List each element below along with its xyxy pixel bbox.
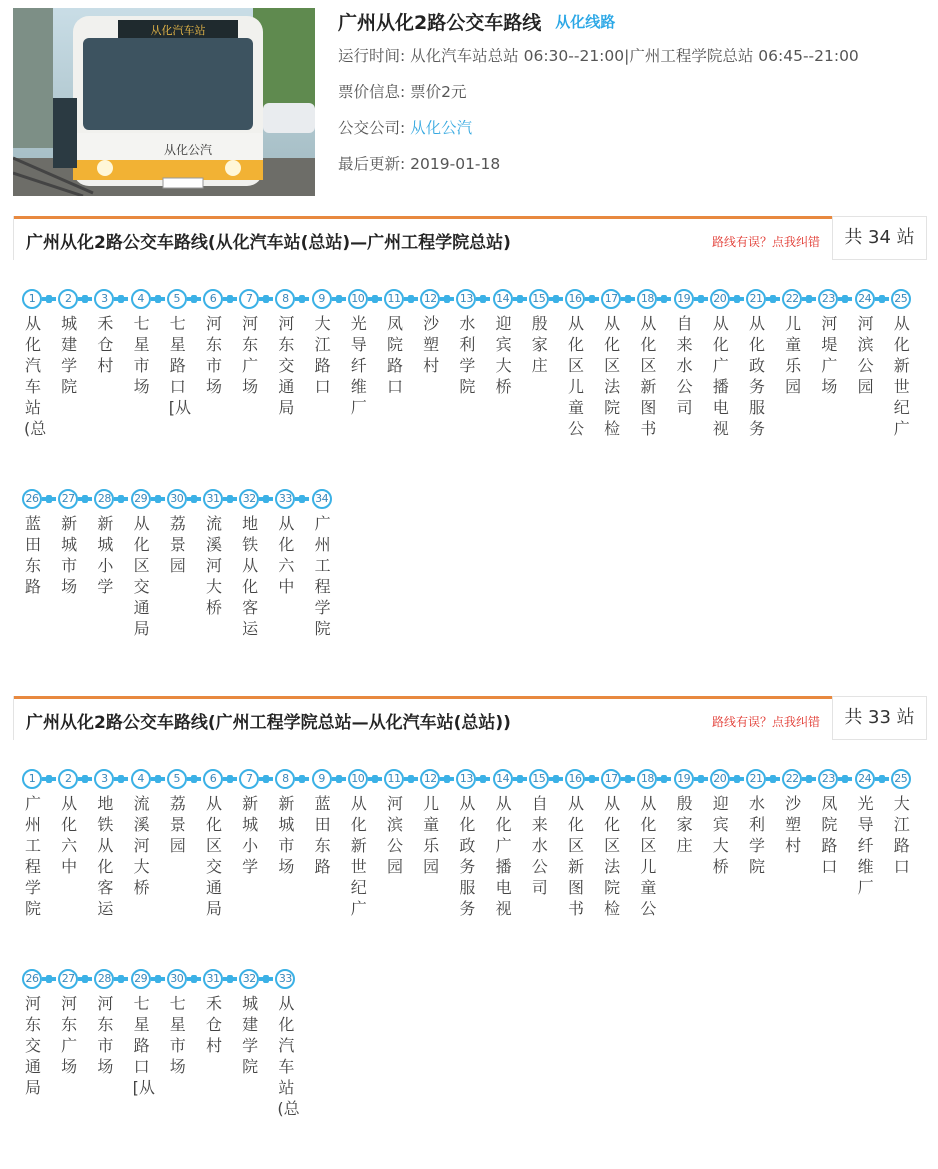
- stop-name-link[interactable]: 七星市场: [169, 994, 186, 1076]
- stop-number-badge: 32: [239, 489, 259, 509]
- route-connector: [838, 777, 852, 781]
- route-connector: [513, 777, 527, 781]
- stop-name-link[interactable]: 从化新世纪广: [893, 314, 910, 438]
- stop-number-badge: 24: [855, 289, 875, 309]
- stop-name-link[interactable]: 新城小学: [242, 794, 259, 876]
- stop-number-badge: 4: [131, 289, 151, 309]
- stop-number-badge: 12: [420, 289, 440, 309]
- route-connector: [332, 777, 346, 781]
- stop-number-badge: 34: [312, 489, 332, 509]
- route-connector: [151, 977, 165, 981]
- stop-name-link[interactable]: 从化广播电视: [712, 314, 729, 438]
- route-connector: [42, 497, 56, 501]
- route-connector: [657, 297, 671, 301]
- stop-name-link[interactable]: 河东广场: [61, 994, 78, 1076]
- route-connector: [42, 777, 56, 781]
- route-connector: [151, 497, 165, 501]
- stop-name-link[interactable]: 从化区儿童公: [640, 794, 657, 918]
- stop-number-badge: 31: [203, 969, 223, 989]
- stop-number-badge: 10: [348, 289, 368, 309]
- stop-name-link[interactable]: 殷家庄: [531, 314, 548, 375]
- route-connector: [621, 777, 635, 781]
- stop-count: 共 34 站: [832, 217, 926, 259]
- route-connector: [730, 297, 744, 301]
- report-error-link[interactable]: 路线有误？点我纠错: [711, 715, 820, 729]
- route-connector: [151, 297, 165, 301]
- route-connector: [259, 777, 273, 781]
- stop-list-2: [20, 769, 930, 1169]
- route-connector: [114, 977, 128, 981]
- stop-number-badge: 25: [891, 289, 911, 309]
- route-connector: [223, 777, 237, 781]
- stop-name-link[interactable]: 河滨公园: [386, 794, 403, 876]
- stop-name-link[interactable]: 禾仓村: [205, 994, 222, 1055]
- route-connector: [585, 297, 599, 301]
- stop-row: [20, 489, 930, 689]
- stop-name-link[interactable]: 从化汽车站(总: [277, 994, 300, 1118]
- stop-name-link[interactable]: 光导纤维厂: [857, 794, 874, 897]
- stop-name-link[interactable]: 从化广播电视: [495, 794, 512, 918]
- stop-row: [20, 769, 930, 969]
- stop-name-link[interactable]: 迎宾大桥: [712, 794, 729, 876]
- stop-number-badge: 23: [818, 769, 838, 789]
- stop-number-badge: 13: [456, 769, 476, 789]
- direction-title: 广州从化2路公交车路线(广州工程学院总站—从化汽车站(总站)): [26, 713, 511, 733]
- route-connector: [875, 777, 889, 781]
- stop-number-badge: 19: [674, 769, 694, 789]
- route-connector: [802, 777, 816, 781]
- stop-number-badge: 8: [275, 289, 295, 309]
- route-connector: [440, 777, 454, 781]
- company-link[interactable]: 从化公汽: [410, 119, 473, 137]
- stop-row: [20, 969, 930, 1169]
- stop-name-link[interactable]: 从化政务服务: [748, 314, 765, 438]
- stop-number-badge: 27: [58, 969, 78, 989]
- stop-name-link[interactable]: 从化新世纪广: [350, 794, 367, 918]
- route-connector: [42, 977, 56, 981]
- stop-name-link[interactable]: 从化区法院检: [604, 314, 621, 438]
- stop-name-link[interactable]: 河滨公园: [857, 314, 874, 396]
- stop-name-link[interactable]: 河东市场: [97, 994, 114, 1076]
- route-connector: [78, 497, 92, 501]
- stop-number-badge: 22: [782, 769, 802, 789]
- stop-number-badge: 28: [94, 969, 114, 989]
- route-connector: [295, 297, 309, 301]
- stop-number-badge: 7: [239, 289, 259, 309]
- stop-name-link[interactable]: 光导纤维厂: [350, 314, 367, 417]
- stop-number-badge: 2: [58, 769, 78, 789]
- stop-name-link[interactable]: 从化区交通局: [205, 794, 222, 918]
- route-connector: [875, 297, 889, 301]
- route-connector: [549, 777, 563, 781]
- stop-name-link[interactable]: 河东交通局: [278, 314, 295, 417]
- bus-photo-image: [13, 8, 315, 196]
- route-connector: [802, 297, 816, 301]
- route-connector: [78, 977, 92, 981]
- stop-number-badge: 16: [565, 289, 585, 309]
- stop-number-badge: 21: [746, 289, 766, 309]
- stop-name-link[interactable]: 城建学院: [242, 994, 259, 1076]
- stop-number-badge: 1: [22, 769, 42, 789]
- stop-name-link[interactable]: 从化区法院检: [604, 794, 621, 918]
- stop-number-badge: 9: [312, 289, 332, 309]
- updated-value: 2019-01-18: [410, 155, 501, 173]
- stop-name-link[interactable]: 从化六中: [61, 794, 78, 876]
- route-connector: [838, 297, 852, 301]
- route-connector: [259, 297, 273, 301]
- stop-name-link[interactable]: 凤院路口: [821, 794, 838, 876]
- route-connector: [187, 977, 201, 981]
- stop-number-badge: 3: [94, 289, 114, 309]
- stop-name-link[interactable]: 从化区新图书: [640, 314, 657, 438]
- direction-title: 广州从化2路公交车路线(从化汽车站(总站)—广州工程学院总站): [26, 233, 511, 253]
- stop-name-link[interactable]: 新城市场: [278, 794, 295, 876]
- stop-name-link[interactable]: 流溪河大桥: [133, 794, 150, 897]
- stop-number-badge: 11: [384, 289, 404, 309]
- stop-name-link[interactable]: 儿童乐园: [785, 314, 802, 396]
- stop-number-badge: 13: [456, 289, 476, 309]
- route-connector: [151, 777, 165, 781]
- route-connector: [114, 297, 128, 301]
- stop-name-link[interactable]: 儿童乐园: [423, 794, 440, 876]
- direction-header-2: [13, 696, 927, 740]
- route-connector: [114, 777, 128, 781]
- stop-number-badge: 18: [637, 769, 657, 789]
- route-connector: [404, 297, 418, 301]
- stop-name-link[interactable]: 从化政务服务: [459, 794, 476, 918]
- stop-count: 共 33 站: [832, 697, 926, 739]
- route-connector: [513, 297, 527, 301]
- stop-name-link[interactable]: 流溪河大桥: [205, 514, 222, 617]
- direction-title-box: [14, 696, 832, 740]
- stop-number-badge: 6: [203, 769, 223, 789]
- route-connector: [476, 297, 490, 301]
- route-connector: [42, 297, 56, 301]
- fare-value: 票价2元: [410, 83, 467, 101]
- stop-number-badge: 24: [855, 769, 875, 789]
- bus-company: [338, 110, 928, 146]
- stop-number-badge: 6: [203, 289, 223, 309]
- stop-name-link[interactable]: 河东广场: [242, 314, 259, 396]
- stop-number-badge: 5: [167, 769, 187, 789]
- route-connector: [187, 497, 201, 501]
- bus-side-logo: 从化公汽: [163, 143, 213, 157]
- route-connector: [404, 777, 418, 781]
- stop-name-link[interactable]: 大江路口: [314, 314, 331, 396]
- route-connector: [694, 297, 708, 301]
- stop-number-badge: 20: [710, 289, 730, 309]
- page-title: 广州从化2路公交车路线: [338, 11, 542, 34]
- company-label: 公交公司:: [338, 119, 406, 137]
- stop-number-badge: 16: [565, 769, 585, 789]
- stop-name-link[interactable]: 广州工程学院: [314, 514, 331, 638]
- stop-number-badge: 27: [58, 489, 78, 509]
- route-connector: [223, 497, 237, 501]
- stop-number-badge: 18: [637, 289, 657, 309]
- stop-name-link[interactable]: 河东交通局: [24, 994, 41, 1097]
- report-error-link[interactable]: 路线有误？点我纠错: [711, 235, 820, 249]
- route-connector: [187, 297, 201, 301]
- stop-name-link[interactable]: 自来水公司: [531, 794, 548, 897]
- route-connector: [440, 297, 454, 301]
- stop-number-badge: 11: [384, 769, 404, 789]
- stop-number-badge: 26: [22, 489, 42, 509]
- stop-name-link[interactable]: 禾仓村: [97, 314, 114, 375]
- stop-number-badge: 30: [167, 969, 187, 989]
- stop-name-link[interactable]: 自来水公司: [676, 314, 693, 417]
- stop-name-link[interactable]: 河堤广场: [821, 314, 838, 396]
- stop-number-badge: 8: [275, 769, 295, 789]
- stop-number-badge: 17: [601, 289, 621, 309]
- route-connector: [259, 497, 273, 501]
- stop-number-badge: 9: [312, 769, 332, 789]
- hours-label: 运行时间:: [338, 47, 406, 65]
- stop-number-badge: 31: [203, 489, 223, 509]
- stop-number-badge: 28: [94, 489, 114, 509]
- route-connector: [332, 297, 346, 301]
- destination-sign: 从化汽车站: [150, 24, 206, 37]
- stop-number-badge: 23: [818, 289, 838, 309]
- stop-name-link[interactable]: 蓝田东路: [24, 514, 41, 596]
- stop-name-link[interactable]: 从化汽车站(总: [24, 314, 47, 438]
- stop-number-badge: 33: [275, 489, 295, 509]
- stop-number-badge: 29: [131, 969, 151, 989]
- stop-number-badge: 12: [420, 769, 440, 789]
- stop-number-badge: 2: [58, 289, 78, 309]
- stop-name-link[interactable]: 从化区交通局: [133, 514, 150, 638]
- route-connector: [187, 777, 201, 781]
- operating-hours: [338, 38, 928, 74]
- fare-label: 票价信息:: [338, 83, 406, 101]
- stop-number-badge: 7: [239, 769, 259, 789]
- route-connector: [766, 297, 780, 301]
- stop-number-badge: 33: [275, 969, 295, 989]
- stop-number-badge: 15: [529, 769, 549, 789]
- stop-name-link[interactable]: 七星路口[从: [132, 994, 155, 1097]
- stop-list-1: [20, 289, 930, 689]
- stop-number-badge: 1: [22, 289, 42, 309]
- stop-number-badge: 20: [710, 769, 730, 789]
- route-connector: [223, 297, 237, 301]
- stop-name-link[interactable]: 新城小学: [97, 514, 114, 596]
- stop-number-badge: 14: [493, 289, 513, 309]
- stop-name-link[interactable]: 荔景园: [169, 794, 186, 855]
- stop-number-badge: 22: [782, 289, 802, 309]
- route-connector: [694, 777, 708, 781]
- route-connector: [476, 777, 490, 781]
- fare-info: [338, 74, 928, 110]
- stop-number-badge: 15: [529, 289, 549, 309]
- direction-header-1: [13, 216, 927, 260]
- stop-number-badge: 21: [746, 769, 766, 789]
- stop-name-link[interactable]: 大江路口: [893, 794, 910, 876]
- stop-name-link[interactable]: 迎宾大桥: [495, 314, 512, 396]
- stop-name-link[interactable]: 从化区儿童公: [567, 314, 584, 438]
- stop-number-badge: 17: [601, 769, 621, 789]
- stop-name-link[interactable]: 从化区新图书: [567, 794, 584, 918]
- stop-number-badge: 32: [239, 969, 259, 989]
- stop-number-badge: 14: [493, 769, 513, 789]
- stop-name-link[interactable]: 荔景园: [169, 514, 186, 575]
- stop-name-link[interactable]: 蓝田东路: [314, 794, 331, 876]
- route-connector: [78, 777, 92, 781]
- stop-row: [20, 289, 930, 489]
- stop-name-link[interactable]: 地铁从化客运: [97, 794, 114, 918]
- route-connector: [259, 977, 273, 981]
- route-connector: [295, 497, 309, 501]
- route-connector: [766, 777, 780, 781]
- stop-number-badge: 10: [348, 769, 368, 789]
- stop-name-link[interactable]: 沙塑村: [785, 794, 802, 855]
- route-info: [338, 4, 928, 182]
- stop-number-badge: 4: [131, 769, 151, 789]
- stop-name-link[interactable]: 凤院路口: [386, 314, 403, 396]
- stop-name-link[interactable]: 城建学院: [61, 314, 78, 396]
- route-connector: [114, 497, 128, 501]
- stop-name-link[interactable]: 七星市场: [133, 314, 150, 396]
- stop-name-link[interactable]: 地铁从化客运: [242, 514, 259, 638]
- stop-number-badge: 29: [131, 489, 151, 509]
- last-updated: [338, 146, 928, 182]
- stop-name-link[interactable]: 殷家庄: [676, 794, 693, 855]
- stop-name-link[interactable]: 广州工程学院: [24, 794, 41, 918]
- updated-label: 最后更新:: [338, 155, 406, 173]
- route-category-link[interactable]: 从化线路: [555, 12, 616, 31]
- bus-photo: [13, 8, 315, 196]
- stop-number-badge: 25: [891, 769, 911, 789]
- route-connector: [730, 777, 744, 781]
- stop-name-link[interactable]: 七星路口[从: [168, 314, 192, 417]
- route-connector: [549, 297, 563, 301]
- hours-value: 从化汽车站总站 06:30--21:00|广州工程学院总站 06:45--21:00: [410, 47, 859, 65]
- stop-number-badge: 3: [94, 769, 114, 789]
- stop-name-link[interactable]: 水利学院: [459, 314, 476, 396]
- route-connector: [295, 777, 309, 781]
- stop-number-badge: 19: [674, 289, 694, 309]
- stop-name-link[interactable]: 新城市场: [61, 514, 78, 596]
- stop-number-badge: 5: [167, 289, 187, 309]
- route-connector: [78, 297, 92, 301]
- stop-name-link[interactable]: 水利学院: [748, 794, 765, 876]
- stop-number-badge: 26: [22, 969, 42, 989]
- route-connector: [368, 297, 382, 301]
- route-connector: [368, 777, 382, 781]
- stop-name-link[interactable]: 河东市场: [205, 314, 222, 396]
- route-connector: [621, 297, 635, 301]
- stop-name-link[interactable]: 沙塑村: [423, 314, 440, 375]
- route-connector: [223, 977, 237, 981]
- direction-title-box: [14, 216, 832, 260]
- stop-number-badge: 30: [167, 489, 187, 509]
- stop-name-link[interactable]: 从化六中: [278, 514, 295, 596]
- route-connector: [657, 777, 671, 781]
- route-connector: [585, 777, 599, 781]
